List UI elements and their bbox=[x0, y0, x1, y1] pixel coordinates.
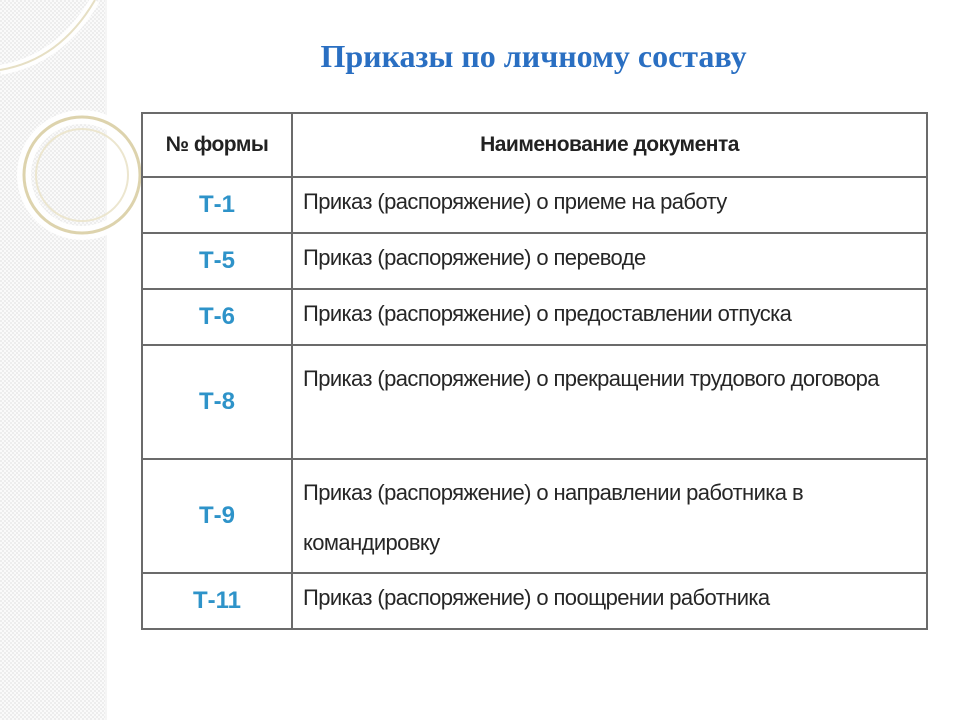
form-code: Т-11 bbox=[142, 573, 292, 629]
header-document-name: Наименование документа bbox=[292, 113, 927, 177]
table-row bbox=[142, 573, 927, 629]
form-code: Т-9 bbox=[142, 459, 292, 573]
orders-table bbox=[141, 112, 928, 630]
header-form-number: № формы bbox=[142, 113, 292, 177]
form-code: Т-5 bbox=[142, 233, 292, 289]
form-code: Т-6 bbox=[142, 289, 292, 345]
document-name: Приказ (распоряжение) о прекращении трудового договора bbox=[292, 345, 927, 459]
document-name: Приказ (распоряжение) о предоставлении отпуска bbox=[292, 289, 927, 345]
form-code: Т-1 bbox=[142, 177, 292, 233]
document-name: Приказ (распоряжение) о переводе bbox=[292, 233, 927, 289]
table-row bbox=[142, 233, 927, 289]
document-name: Приказ (распоряжение) о направлении работника в командировку bbox=[292, 459, 927, 573]
table-header-row bbox=[142, 113, 927, 177]
document-name: Приказ (распоряжение) о приеме на работу bbox=[292, 177, 927, 233]
table-row bbox=[142, 289, 927, 345]
table-row bbox=[142, 177, 927, 233]
table-row bbox=[142, 459, 927, 573]
form-code: Т-8 bbox=[142, 345, 292, 459]
page-title: Приказы по личному составу bbox=[320, 38, 747, 74]
document-name: Приказ (распоряжение) о поощрении работника bbox=[292, 573, 927, 629]
table-row bbox=[142, 345, 927, 459]
